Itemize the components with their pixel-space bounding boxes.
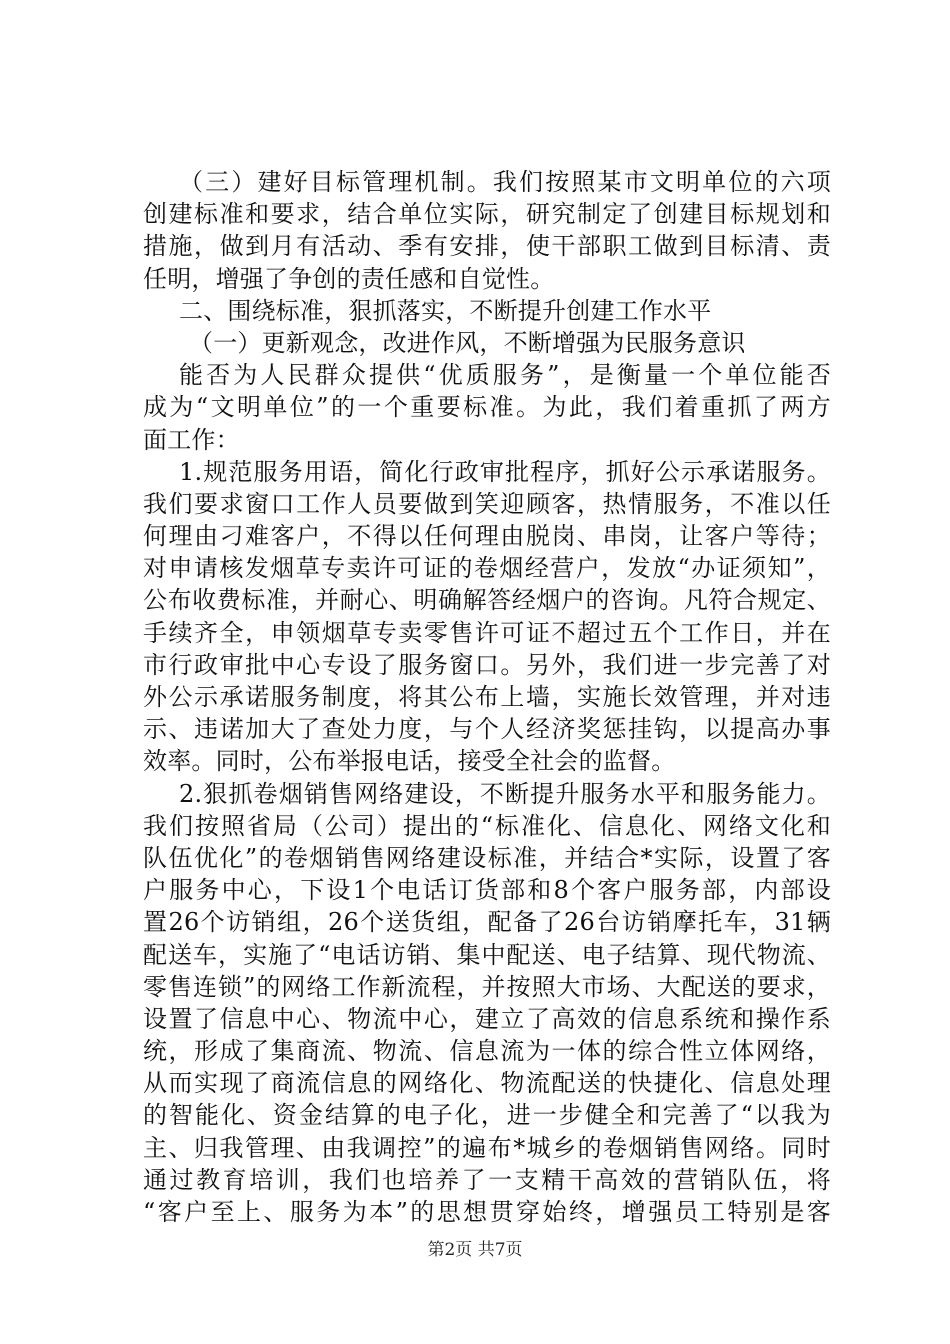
paragraph-line: 市行政审批中心专设了服务窗口。另外，我们进一步完善了对 [143,650,831,679]
paragraph-line: 对申请核发烟草专卖许可证的卷烟经营户，发放“办证须知”， [143,554,831,583]
paragraph-line: 2.狠抓卷烟销售网络建设，不断提升服务水平和服务能力。 [179,779,831,808]
paragraph-line: 成为“文明单位”的一个重要标准。为此，我们着重抓了两方 [143,393,831,422]
paragraph-line: 户服务中心，下设1个电话订货部和8个客户服务部，内部设 [143,876,831,905]
paragraph-line: 统，形成了集商流、物流、信息流为一体的综合性立体网络， [143,1037,831,1066]
paragraph-line: 创建标准和要求，结合单位实际，研究制定了创建目标规划和 [143,200,831,229]
paragraph-line: 效率。同时，公布举报电话，接受全社会的监督。 [143,747,676,776]
paragraph-line: 措施，做到月有活动、季有安排，使干部职工做到目标清、责 [143,232,831,261]
paragraph-line: 1.规范服务用语，简化行政审批程序，抓好公示承诺服务。 [179,457,831,486]
paragraph-line: 外公示承诺服务制度，将其公布上墙，实施长效管理，并对违 [143,683,831,711]
paragraph-line: 置26个访销组，26个送货组，配备了26台访销摩托车，31辆 [143,908,831,937]
paragraph-line: 主、归我管理、由我调控”的遍布*城乡的卷烟销售网络。同时 [143,1133,831,1162]
paragraph-line: 我们要求窗口工作人员要做到笑迎顾客，热情服务，不准以任 [143,489,831,518]
paragraph-line: “客户至上、服务为本”的思想贯穿始终，增强员工特别是客 [143,1198,831,1226]
paragraph-line: （三）建好目标管理机制。我们按照某市文明单位的六项 [179,168,831,196]
page-number-footer: 第2页 共7页 [427,1240,523,1260]
paragraph-line: 何理由刁难客户，不得以任何理由脱岗、串岗，让客户等待； [143,522,831,551]
paragraph-line: 从而实现了商流信息的网络化、物流配送的快捷化、信息处理 [143,1069,831,1098]
paragraph-line: 零售连锁”的网络工作新流程，并按照大市场、大配送的要求， [143,972,831,1001]
section-heading: 二、围绕标准，狠抓落实，不断提升创建工作水平 [179,296,712,325]
paragraph-line: 能否为人民群众提供“优质服务”，是衡量一个单位能否 [179,361,831,390]
paragraph-line: 公布收费标准，并耐心、明确解答经烟户的咨询。凡符合规定、 [143,586,831,615]
paragraph-line: 队伍优化”的卷烟销售网络建设标准，并结合*实际，设置了客 [143,843,831,872]
paragraph-line: 任明，增强了争创的责任感和自觉性。 [143,264,555,293]
paragraph-line: 我们按照省局（公司）提出的“标准化、信息化、网络文化和 [143,811,831,840]
paragraph-line: 设置了信息中心、物流中心，建立了高效的信息系统和操作系 [143,1004,831,1033]
paragraph-line: 通过教育培训，我们也培养了一支精干高效的营销队伍，将 [143,1165,831,1194]
subsection-heading: （一）更新观念，改进作风，不断增强为民服务意识 [189,328,746,357]
paragraph-line: 的智能化、资金结算的电子化，进一步健全和完善了“以我为 [143,1101,831,1130]
paragraph-line: 手续齐全，申领烟草专卖零售许可证不超过五个工作日，并在 [143,618,831,647]
paragraph-line: 示、违诺加大了查处力度，与个人经济奖惩挂钩，以提高办事 [143,715,831,744]
document-body [143,166,831,1228]
paragraph-line: 面工作： [143,425,240,454]
paragraph-line: 配送车，实施了“电话访销、集中配送、电子结算、现代物流、 [143,940,831,969]
